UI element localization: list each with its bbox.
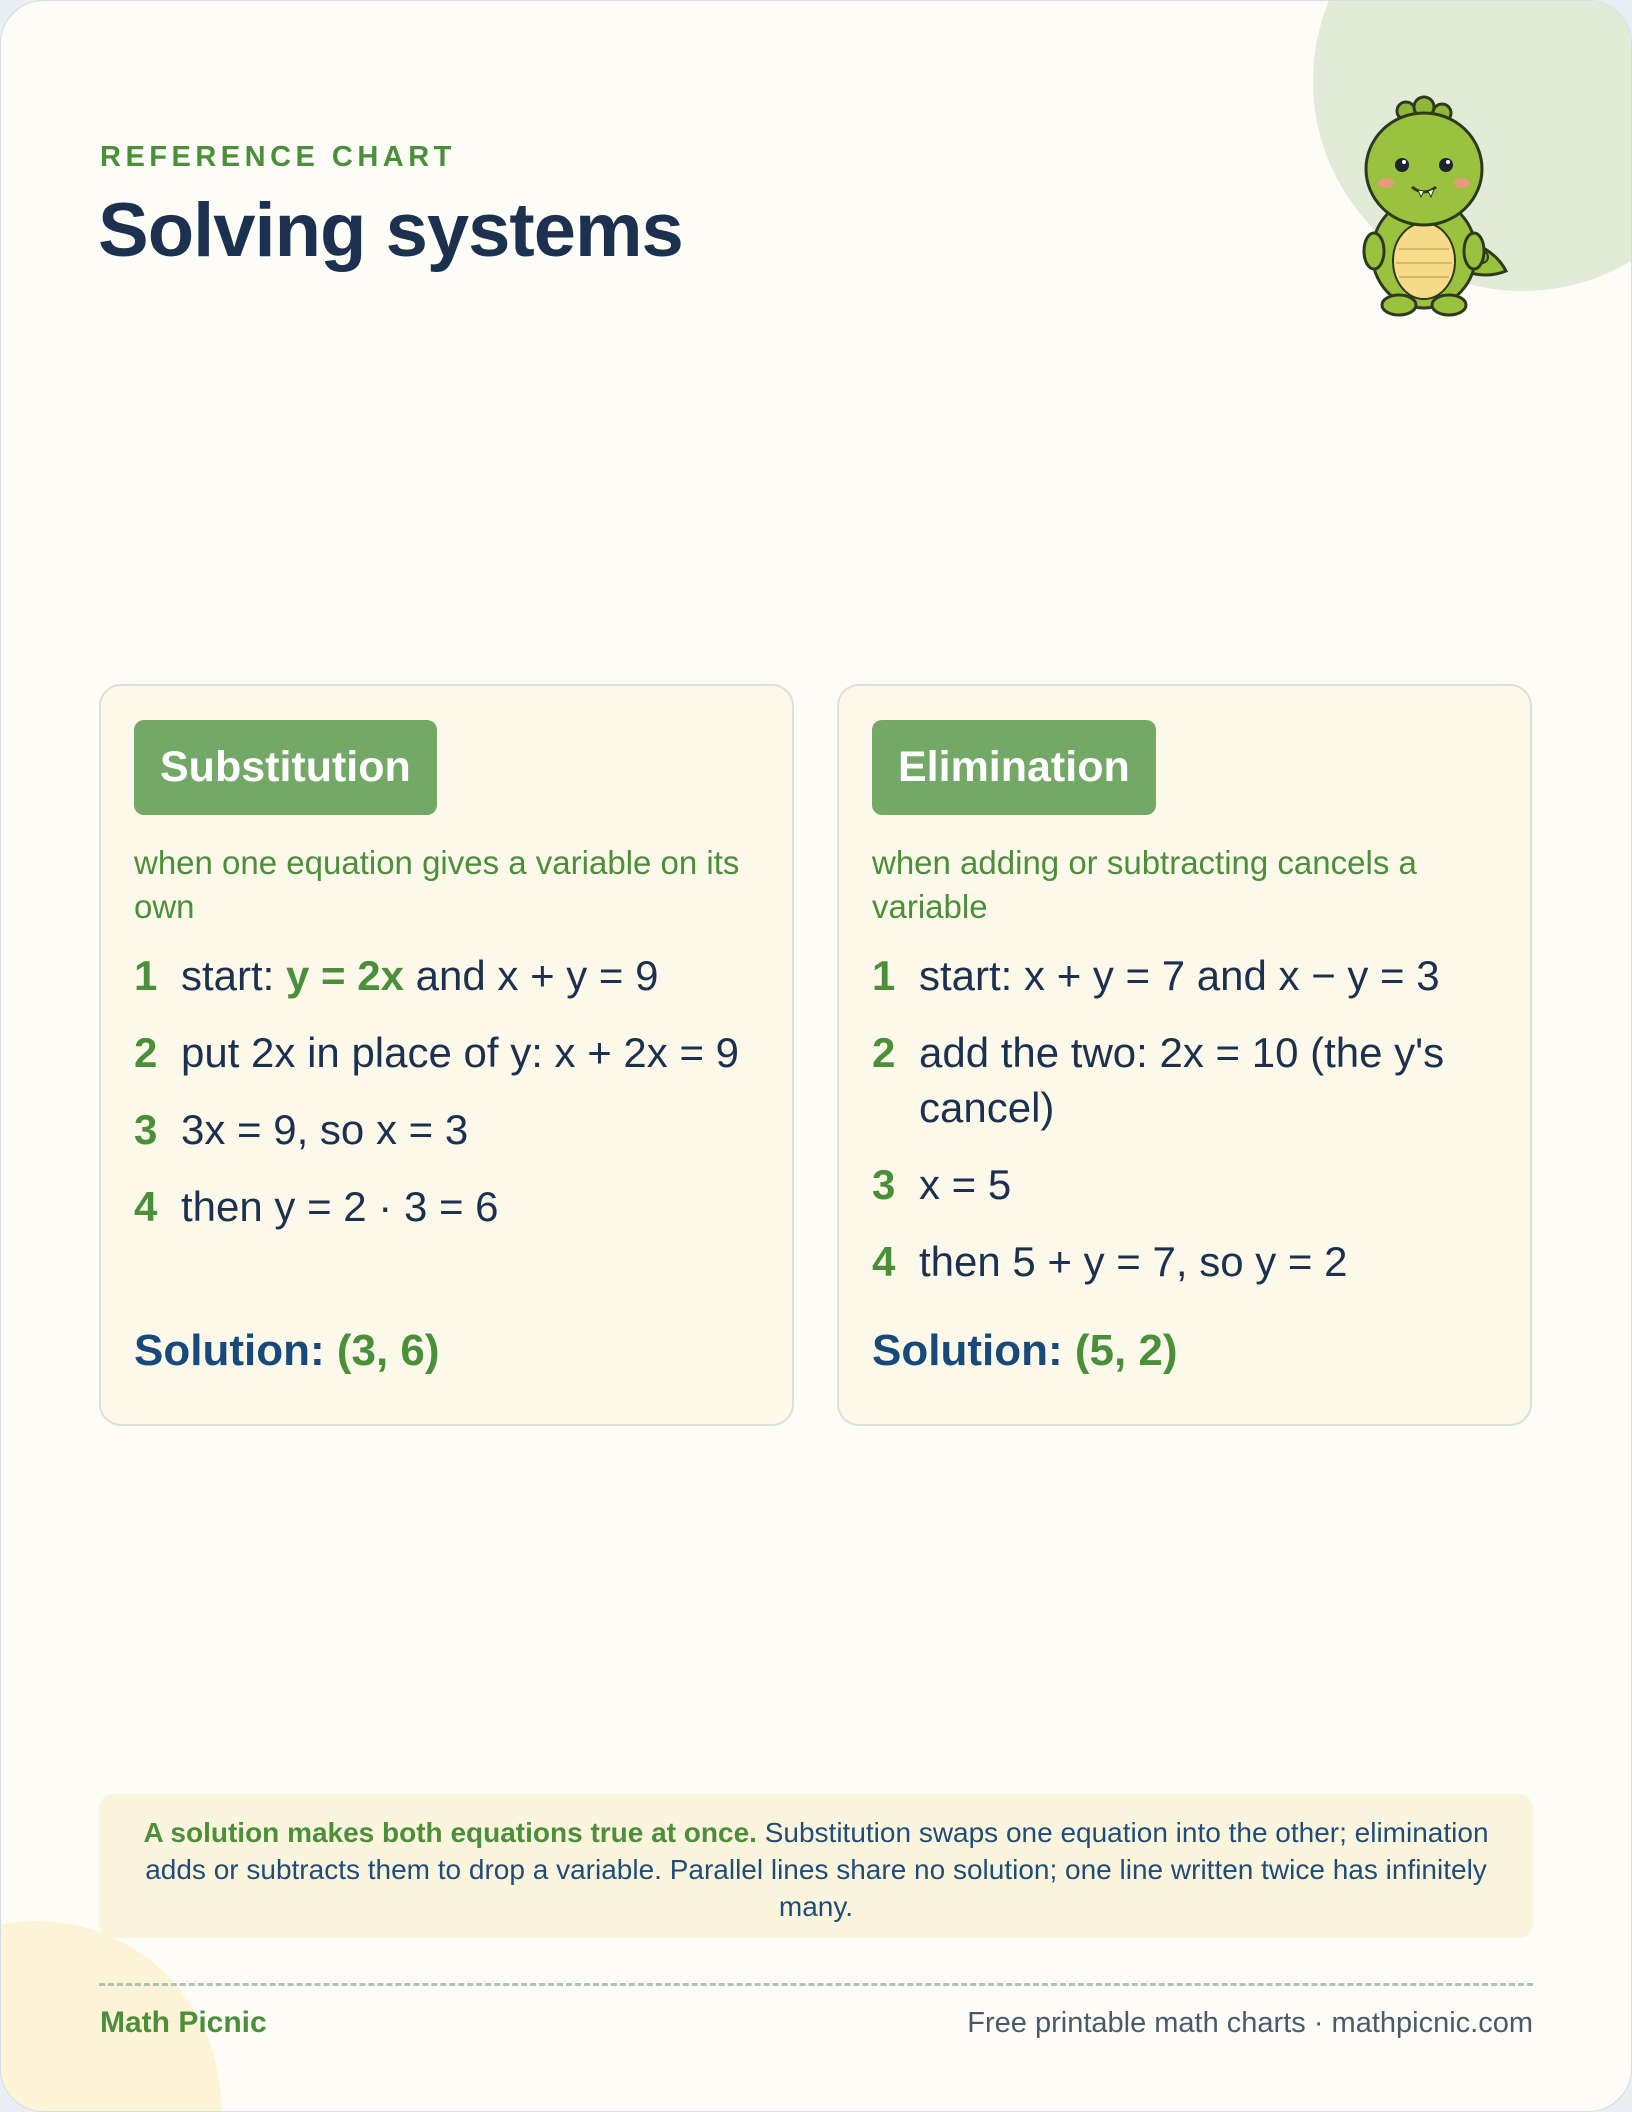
- step-number: 3: [872, 1161, 896, 1208]
- elimination-tag: Elimination: [872, 720, 1156, 815]
- footer-site-text: Free printable math charts · mathpicnic.com: [967, 2007, 1533, 2039]
- elimination-solution: [872, 1326, 1178, 1376]
- brand-name: Math Picnic: [100, 2006, 267, 2039]
- step-text-pre: start:: [181, 952, 287, 999]
- substitution-solution: [134, 1326, 440, 1376]
- substitution-steps: [134, 948, 774, 1256]
- step-text: add the two: 2x = 10 (the y's cancel): [919, 1029, 1445, 1131]
- step-text: start: x + y = 7 and x − y = 3: [919, 952, 1440, 999]
- substitution-tag: Substitution: [134, 720, 437, 815]
- step-3: [872, 1157, 1512, 1212]
- step-4: [872, 1234, 1512, 1289]
- step-2: [134, 1025, 774, 1080]
- summary-note: [99, 1794, 1533, 1938]
- step-text: then y = 2 · 3 = 6: [181, 1183, 499, 1230]
- step-text: [181, 948, 659, 1003]
- step-text-post: and x + y = 9: [403, 952, 659, 999]
- solution-value: (5, 2): [1074, 1326, 1178, 1375]
- substitution-when-text: when one equation gives a variable on its own: [134, 844, 740, 925]
- dinosaur-mascot-icon: [1336, 91, 1511, 321]
- step-text: put 2x in place of y: x + 2x = 9: [181, 1029, 739, 1076]
- summary-note-lead: A solution makes both equations true at once.: [143, 1817, 757, 1848]
- step-text: x = 5: [919, 1161, 1012, 1208]
- solution-label: Solution:: [134, 1326, 325, 1375]
- footer-divider: [99, 1983, 1533, 1986]
- step-number: 2: [134, 1029, 158, 1076]
- step-number: 1: [872, 952, 896, 999]
- step-4: [134, 1179, 774, 1234]
- page-title: Solving systems: [98, 188, 683, 273]
- elimination-when-text: when adding or subtracting cancels a variable: [872, 844, 1417, 925]
- step-number: 1: [134, 952, 158, 999]
- step-3: [134, 1102, 774, 1157]
- elimination-card: [837, 684, 1532, 1426]
- eyebrow-label: REFERENCE CHART: [100, 141, 456, 173]
- elimination-steps: [872, 948, 1512, 1311]
- substitution-card: [99, 684, 794, 1426]
- step-1: [872, 948, 1512, 1003]
- step-1: [134, 948, 774, 1003]
- step-2: [872, 1025, 1512, 1135]
- solution-label: Solution:: [872, 1326, 1063, 1375]
- step-text: then 5 + y = 7, so y = 2: [919, 1238, 1348, 1285]
- solution-value: (3, 6): [336, 1326, 440, 1375]
- step-highlight: y = 2x: [286, 952, 404, 999]
- step-number: 4: [872, 1238, 896, 1285]
- summary-note-body: Substitution swaps one equation into the other; elimination adds or subtracts them to drop a variable. Parallel lines share no solution; one line written twice has infinitely many.: [145, 1817, 1489, 1922]
- step-number: 4: [134, 1183, 158, 1230]
- step-number: 2: [872, 1029, 896, 1076]
- step-text: 3x = 9, so x = 3: [181, 1106, 469, 1153]
- step-number: 3: [134, 1106, 158, 1153]
